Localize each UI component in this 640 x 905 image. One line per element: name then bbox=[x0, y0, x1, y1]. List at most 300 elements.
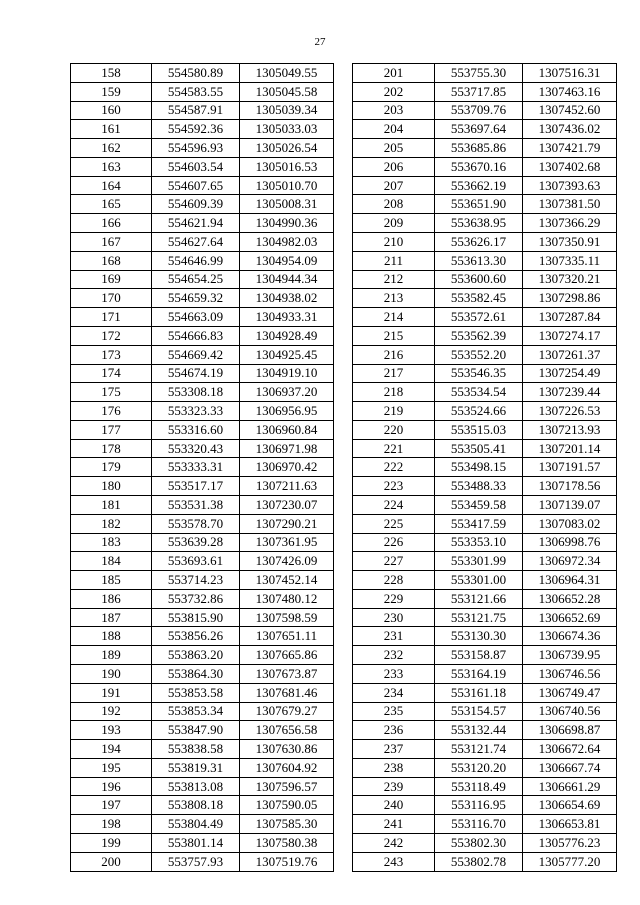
table-row bbox=[353, 758, 617, 777]
point-number-cell: 163 bbox=[71, 157, 152, 176]
x-coordinate-cell: 554674.19 bbox=[152, 364, 240, 383]
y-coordinate-cell: 1305010.70 bbox=[240, 176, 334, 195]
y-coordinate-cell: 1307596.57 bbox=[240, 777, 334, 796]
point-number-cell: 227 bbox=[353, 552, 435, 571]
point-number-cell: 199 bbox=[71, 834, 152, 853]
x-coordinate-cell: 553161.18 bbox=[435, 683, 523, 702]
table-row bbox=[71, 176, 334, 195]
table-row bbox=[353, 289, 617, 308]
y-coordinate-cell: 1307463.16 bbox=[523, 82, 617, 101]
point-number-cell: 224 bbox=[353, 495, 435, 514]
point-number-cell: 193 bbox=[71, 721, 152, 740]
point-number-cell: 211 bbox=[353, 251, 435, 270]
table-row bbox=[71, 758, 334, 777]
y-coordinate-cell: 1307452.60 bbox=[523, 101, 617, 120]
y-coordinate-cell: 1307585.30 bbox=[240, 815, 334, 834]
y-coordinate-cell: 1307480.12 bbox=[240, 589, 334, 608]
table-row bbox=[353, 157, 617, 176]
x-coordinate-cell: 553130.30 bbox=[435, 627, 523, 646]
y-coordinate-cell: 1307452.14 bbox=[240, 571, 334, 590]
y-coordinate-cell: 1307287.84 bbox=[523, 308, 617, 327]
point-number-cell: 189 bbox=[71, 646, 152, 665]
x-coordinate-cell: 553662.19 bbox=[435, 176, 523, 195]
table-row bbox=[353, 214, 617, 233]
table-row bbox=[71, 345, 334, 364]
point-number-cell: 200 bbox=[71, 852, 152, 871]
point-number-cell: 243 bbox=[353, 852, 435, 871]
x-coordinate-cell: 553121.74 bbox=[435, 740, 523, 759]
y-coordinate-cell: 1307139.07 bbox=[523, 495, 617, 514]
point-number-cell: 222 bbox=[353, 458, 435, 477]
table-row bbox=[353, 420, 617, 439]
table-row bbox=[71, 477, 334, 496]
y-coordinate-cell: 1307191.57 bbox=[523, 458, 617, 477]
table-row bbox=[353, 345, 617, 364]
point-number-cell: 164 bbox=[71, 176, 152, 195]
y-coordinate-cell: 1306749.47 bbox=[523, 683, 617, 702]
point-number-cell: 203 bbox=[353, 101, 435, 120]
table-row bbox=[353, 495, 617, 514]
table-row bbox=[353, 477, 617, 496]
point-number-cell: 233 bbox=[353, 665, 435, 684]
table-row bbox=[71, 740, 334, 759]
x-coordinate-cell: 553116.95 bbox=[435, 796, 523, 815]
x-coordinate-cell: 553651.90 bbox=[435, 195, 523, 214]
table-row bbox=[353, 176, 617, 195]
table-row bbox=[71, 214, 334, 233]
point-number-cell: 177 bbox=[71, 420, 152, 439]
y-coordinate-cell: 1307598.59 bbox=[240, 608, 334, 627]
point-number-cell: 166 bbox=[71, 214, 152, 233]
table-row bbox=[71, 308, 334, 327]
point-number-cell: 201 bbox=[353, 64, 435, 83]
y-coordinate-cell: 1307673.87 bbox=[240, 665, 334, 684]
point-number-cell: 219 bbox=[353, 402, 435, 421]
table-row bbox=[71, 82, 334, 101]
x-coordinate-cell: 553488.33 bbox=[435, 477, 523, 496]
y-coordinate-cell: 1306674.36 bbox=[523, 627, 617, 646]
table-row bbox=[353, 608, 617, 627]
point-number-cell: 202 bbox=[353, 82, 435, 101]
point-number-cell: 240 bbox=[353, 796, 435, 815]
x-coordinate-cell: 553755.30 bbox=[435, 64, 523, 83]
x-coordinate-cell: 553459.58 bbox=[435, 495, 523, 514]
x-coordinate-cell: 553685.86 bbox=[435, 139, 523, 158]
x-coordinate-cell: 553732.86 bbox=[152, 589, 240, 608]
point-number-cell: 175 bbox=[71, 383, 152, 402]
x-coordinate-cell: 553562.39 bbox=[435, 326, 523, 345]
x-coordinate-cell: 553546.35 bbox=[435, 364, 523, 383]
y-coordinate-cell: 1306652.28 bbox=[523, 589, 617, 608]
y-coordinate-cell: 1304982.03 bbox=[240, 233, 334, 252]
x-coordinate-cell: 553301.00 bbox=[435, 571, 523, 590]
y-coordinate-cell: 1307350.91 bbox=[523, 233, 617, 252]
table-row bbox=[71, 834, 334, 853]
x-coordinate-cell: 553670.16 bbox=[435, 157, 523, 176]
y-coordinate-cell: 1306653.81 bbox=[523, 815, 617, 834]
x-coordinate-cell: 553552.20 bbox=[435, 345, 523, 364]
y-coordinate-cell: 1305045.58 bbox=[240, 82, 334, 101]
y-coordinate-cell: 1304990.36 bbox=[240, 214, 334, 233]
x-coordinate-cell: 553578.70 bbox=[152, 514, 240, 533]
table-row bbox=[71, 721, 334, 740]
y-coordinate-cell: 1305033.03 bbox=[240, 120, 334, 139]
point-number-cell: 217 bbox=[353, 364, 435, 383]
x-coordinate-cell: 554592.36 bbox=[152, 120, 240, 139]
point-number-cell: 209 bbox=[353, 214, 435, 233]
table-row bbox=[353, 233, 617, 252]
table-row bbox=[71, 702, 334, 721]
table-row bbox=[353, 777, 617, 796]
x-coordinate-cell: 554583.55 bbox=[152, 82, 240, 101]
y-coordinate-cell: 1305049.55 bbox=[240, 64, 334, 83]
x-coordinate-cell: 554666.83 bbox=[152, 326, 240, 345]
y-coordinate-cell: 1304928.49 bbox=[240, 326, 334, 345]
y-coordinate-cell: 1307320.21 bbox=[523, 270, 617, 289]
table-row bbox=[71, 270, 334, 289]
coordinates-table-left bbox=[70, 63, 334, 872]
x-coordinate-cell: 553118.49 bbox=[435, 777, 523, 796]
table-row bbox=[71, 627, 334, 646]
table-row bbox=[353, 571, 617, 590]
point-number-cell: 183 bbox=[71, 533, 152, 552]
y-coordinate-cell: 1307361.95 bbox=[240, 533, 334, 552]
point-number-cell: 190 bbox=[71, 665, 152, 684]
x-coordinate-cell: 553582.45 bbox=[435, 289, 523, 308]
x-coordinate-cell: 553717.85 bbox=[435, 82, 523, 101]
table-row bbox=[353, 552, 617, 571]
x-coordinate-cell: 553333.31 bbox=[152, 458, 240, 477]
point-number-cell: 232 bbox=[353, 646, 435, 665]
table-row bbox=[353, 627, 617, 646]
x-coordinate-cell: 554609.39 bbox=[152, 195, 240, 214]
y-coordinate-cell: 1307211.63 bbox=[240, 477, 334, 496]
point-number-cell: 225 bbox=[353, 514, 435, 533]
point-number-cell: 216 bbox=[353, 345, 435, 364]
y-coordinate-cell: 1306937.20 bbox=[240, 383, 334, 402]
point-number-cell: 207 bbox=[353, 176, 435, 195]
point-number-cell: 223 bbox=[353, 477, 435, 496]
table-row bbox=[353, 439, 617, 458]
y-coordinate-cell: 1306740.56 bbox=[523, 702, 617, 721]
point-number-cell: 174 bbox=[71, 364, 152, 383]
coordinates-table-right-body bbox=[353, 64, 617, 872]
y-coordinate-cell: 1307436.02 bbox=[523, 120, 617, 139]
table-row bbox=[71, 120, 334, 139]
point-number-cell: 218 bbox=[353, 383, 435, 402]
y-coordinate-cell: 1305776.23 bbox=[523, 834, 617, 853]
y-coordinate-cell: 1307366.29 bbox=[523, 214, 617, 233]
point-number-cell: 165 bbox=[71, 195, 152, 214]
x-coordinate-cell: 553863.20 bbox=[152, 646, 240, 665]
table-row bbox=[353, 402, 617, 421]
table-row bbox=[71, 326, 334, 345]
y-coordinate-cell: 1307239.44 bbox=[523, 383, 617, 402]
table-row bbox=[71, 852, 334, 871]
x-coordinate-cell: 554669.42 bbox=[152, 345, 240, 364]
x-coordinate-cell: 553132.44 bbox=[435, 721, 523, 740]
x-coordinate-cell: 553121.66 bbox=[435, 589, 523, 608]
table-row bbox=[353, 665, 617, 684]
point-number-cell: 229 bbox=[353, 589, 435, 608]
point-number-cell: 195 bbox=[71, 758, 152, 777]
x-coordinate-cell: 553320.43 bbox=[152, 439, 240, 458]
x-coordinate-cell: 554607.65 bbox=[152, 176, 240, 195]
x-coordinate-cell: 553853.34 bbox=[152, 702, 240, 721]
table-row bbox=[353, 533, 617, 552]
x-coordinate-cell: 553308.18 bbox=[152, 383, 240, 402]
y-coordinate-cell: 1304925.45 bbox=[240, 345, 334, 364]
table-row bbox=[353, 270, 617, 289]
table-row bbox=[353, 740, 617, 759]
point-number-cell: 230 bbox=[353, 608, 435, 627]
y-coordinate-cell: 1304944.34 bbox=[240, 270, 334, 289]
y-coordinate-cell: 1307665.86 bbox=[240, 646, 334, 665]
x-coordinate-cell: 553847.90 bbox=[152, 721, 240, 740]
y-coordinate-cell: 1307426.09 bbox=[240, 552, 334, 571]
point-number-cell: 235 bbox=[353, 702, 435, 721]
x-coordinate-cell: 553164.19 bbox=[435, 665, 523, 684]
y-coordinate-cell: 1307213.93 bbox=[523, 420, 617, 439]
x-coordinate-cell: 553802.78 bbox=[435, 852, 523, 871]
y-coordinate-cell: 1307630.86 bbox=[240, 740, 334, 759]
point-number-cell: 196 bbox=[71, 777, 152, 796]
y-coordinate-cell: 1307178.56 bbox=[523, 477, 617, 496]
x-coordinate-cell: 554587.91 bbox=[152, 101, 240, 120]
table-row bbox=[71, 251, 334, 270]
y-coordinate-cell: 1307261.37 bbox=[523, 345, 617, 364]
y-coordinate-cell: 1307516.31 bbox=[523, 64, 617, 83]
page-number: 27 bbox=[314, 36, 326, 48]
point-number-cell: 226 bbox=[353, 533, 435, 552]
point-number-cell: 180 bbox=[71, 477, 152, 496]
point-number-cell: 172 bbox=[71, 326, 152, 345]
x-coordinate-cell: 553697.64 bbox=[435, 120, 523, 139]
table-row bbox=[71, 796, 334, 815]
x-coordinate-cell: 553856.26 bbox=[152, 627, 240, 646]
x-coordinate-cell: 553515.03 bbox=[435, 420, 523, 439]
point-number-cell: 167 bbox=[71, 233, 152, 252]
x-coordinate-cell: 553323.33 bbox=[152, 402, 240, 421]
x-coordinate-cell: 553505.41 bbox=[435, 439, 523, 458]
table-row bbox=[353, 101, 617, 120]
x-coordinate-cell: 553626.17 bbox=[435, 233, 523, 252]
point-number-cell: 161 bbox=[71, 120, 152, 139]
y-coordinate-cell: 1306667.74 bbox=[523, 758, 617, 777]
point-number-cell: 186 bbox=[71, 589, 152, 608]
point-number-cell: 213 bbox=[353, 289, 435, 308]
y-coordinate-cell: 1307604.92 bbox=[240, 758, 334, 777]
point-number-cell: 160 bbox=[71, 101, 152, 120]
x-coordinate-cell: 553802.30 bbox=[435, 834, 523, 853]
x-coordinate-cell: 553154.57 bbox=[435, 702, 523, 721]
y-coordinate-cell: 1306956.95 bbox=[240, 402, 334, 421]
x-coordinate-cell: 553158.87 bbox=[435, 646, 523, 665]
y-coordinate-cell: 1306960.84 bbox=[240, 420, 334, 439]
point-number-cell: 198 bbox=[71, 815, 152, 834]
x-coordinate-cell: 553638.95 bbox=[435, 214, 523, 233]
x-coordinate-cell: 553301.99 bbox=[435, 552, 523, 571]
x-coordinate-cell: 553498.15 bbox=[435, 458, 523, 477]
point-number-cell: 173 bbox=[71, 345, 152, 364]
x-coordinate-cell: 554646.99 bbox=[152, 251, 240, 270]
table-row bbox=[71, 665, 334, 684]
x-coordinate-cell: 553801.14 bbox=[152, 834, 240, 853]
y-coordinate-cell: 1306746.56 bbox=[523, 665, 617, 684]
point-number-cell: 194 bbox=[71, 740, 152, 759]
point-number-cell: 179 bbox=[71, 458, 152, 477]
table-row bbox=[353, 120, 617, 139]
x-coordinate-cell: 553572.61 bbox=[435, 308, 523, 327]
x-coordinate-cell: 553864.30 bbox=[152, 665, 240, 684]
table-row bbox=[71, 64, 334, 83]
point-number-cell: 188 bbox=[71, 627, 152, 646]
table-row bbox=[353, 514, 617, 533]
table-row bbox=[71, 101, 334, 120]
point-number-cell: 242 bbox=[353, 834, 435, 853]
x-coordinate-cell: 553417.59 bbox=[435, 514, 523, 533]
table-row bbox=[71, 195, 334, 214]
point-number-cell: 241 bbox=[353, 815, 435, 834]
y-coordinate-cell: 1307083.02 bbox=[523, 514, 617, 533]
table-row bbox=[353, 796, 617, 815]
y-coordinate-cell: 1307381.50 bbox=[523, 195, 617, 214]
y-coordinate-cell: 1307230.07 bbox=[240, 495, 334, 514]
x-coordinate-cell: 553353.10 bbox=[435, 533, 523, 552]
point-number-cell: 220 bbox=[353, 420, 435, 439]
y-coordinate-cell: 1307681.46 bbox=[240, 683, 334, 702]
table-row bbox=[71, 439, 334, 458]
y-coordinate-cell: 1307580.38 bbox=[240, 834, 334, 853]
table-row bbox=[353, 702, 617, 721]
y-coordinate-cell: 1305777.20 bbox=[523, 852, 617, 871]
point-number-cell: 171 bbox=[71, 308, 152, 327]
table-row bbox=[353, 364, 617, 383]
point-number-cell: 162 bbox=[71, 139, 152, 158]
table-row bbox=[71, 552, 334, 571]
table-row bbox=[71, 495, 334, 514]
table-row bbox=[71, 646, 334, 665]
table-row bbox=[71, 139, 334, 158]
table-row bbox=[71, 289, 334, 308]
y-coordinate-cell: 1307679.27 bbox=[240, 702, 334, 721]
x-coordinate-cell: 553639.28 bbox=[152, 533, 240, 552]
y-coordinate-cell: 1307201.14 bbox=[523, 439, 617, 458]
y-coordinate-cell: 1307274.17 bbox=[523, 326, 617, 345]
y-coordinate-cell: 1305016.53 bbox=[240, 157, 334, 176]
x-coordinate-cell: 554603.54 bbox=[152, 157, 240, 176]
x-coordinate-cell: 553819.31 bbox=[152, 758, 240, 777]
y-coordinate-cell: 1306964.31 bbox=[523, 571, 617, 590]
y-coordinate-cell: 1307656.58 bbox=[240, 721, 334, 740]
table-row bbox=[353, 834, 617, 853]
point-number-cell: 187 bbox=[71, 608, 152, 627]
x-coordinate-cell: 553808.18 bbox=[152, 796, 240, 815]
point-number-cell: 208 bbox=[353, 195, 435, 214]
y-coordinate-cell: 1306652.69 bbox=[523, 608, 617, 627]
y-coordinate-cell: 1307393.63 bbox=[523, 176, 617, 195]
y-coordinate-cell: 1304938.02 bbox=[240, 289, 334, 308]
table-row bbox=[71, 815, 334, 834]
point-number-cell: 197 bbox=[71, 796, 152, 815]
x-coordinate-cell: 553813.08 bbox=[152, 777, 240, 796]
y-coordinate-cell: 1306698.87 bbox=[523, 721, 617, 740]
point-number-cell: 221 bbox=[353, 439, 435, 458]
x-coordinate-cell: 554596.93 bbox=[152, 139, 240, 158]
table-row bbox=[353, 64, 617, 83]
table-row bbox=[71, 402, 334, 421]
coordinates-table-right bbox=[352, 63, 617, 872]
table-row bbox=[71, 533, 334, 552]
x-coordinate-cell: 554621.94 bbox=[152, 214, 240, 233]
y-coordinate-cell: 1307290.21 bbox=[240, 514, 334, 533]
x-coordinate-cell: 554627.64 bbox=[152, 233, 240, 252]
table-row bbox=[353, 383, 617, 402]
y-coordinate-cell: 1306971.98 bbox=[240, 439, 334, 458]
y-coordinate-cell: 1306972.34 bbox=[523, 552, 617, 571]
point-number-cell: 234 bbox=[353, 683, 435, 702]
table-row bbox=[353, 815, 617, 834]
x-coordinate-cell: 553613.30 bbox=[435, 251, 523, 270]
point-number-cell: 191 bbox=[71, 683, 152, 702]
x-coordinate-cell: 553709.76 bbox=[435, 101, 523, 120]
x-coordinate-cell: 553517.17 bbox=[152, 477, 240, 496]
point-number-cell: 238 bbox=[353, 758, 435, 777]
table-row bbox=[71, 157, 334, 176]
table-row bbox=[71, 364, 334, 383]
point-number-cell: 204 bbox=[353, 120, 435, 139]
y-coordinate-cell: 1305039.34 bbox=[240, 101, 334, 120]
table-row bbox=[353, 308, 617, 327]
point-number-cell: 178 bbox=[71, 439, 152, 458]
point-number-cell: 185 bbox=[71, 571, 152, 590]
point-number-cell: 181 bbox=[71, 495, 152, 514]
table-row bbox=[71, 514, 334, 533]
table-row bbox=[71, 458, 334, 477]
x-coordinate-cell: 553838.58 bbox=[152, 740, 240, 759]
y-coordinate-cell: 1307254.49 bbox=[523, 364, 617, 383]
point-number-cell: 182 bbox=[71, 514, 152, 533]
point-number-cell: 206 bbox=[353, 157, 435, 176]
x-coordinate-cell: 553600.60 bbox=[435, 270, 523, 289]
y-coordinate-cell: 1304933.31 bbox=[240, 308, 334, 327]
table-row bbox=[353, 326, 617, 345]
point-number-cell: 239 bbox=[353, 777, 435, 796]
table-row bbox=[353, 458, 617, 477]
point-number-cell: 168 bbox=[71, 251, 152, 270]
coordinates-table-left-body bbox=[71, 64, 334, 872]
y-coordinate-cell: 1304954.09 bbox=[240, 251, 334, 270]
x-coordinate-cell: 554654.25 bbox=[152, 270, 240, 289]
x-coordinate-cell: 554659.32 bbox=[152, 289, 240, 308]
point-number-cell: 158 bbox=[71, 64, 152, 83]
y-coordinate-cell: 1306661.29 bbox=[523, 777, 617, 796]
point-number-cell: 159 bbox=[71, 82, 152, 101]
point-number-cell: 176 bbox=[71, 402, 152, 421]
point-number-cell: 210 bbox=[353, 233, 435, 252]
x-coordinate-cell: 553534.54 bbox=[435, 383, 523, 402]
x-coordinate-cell: 553804.49 bbox=[152, 815, 240, 834]
y-coordinate-cell: 1307335.11 bbox=[523, 251, 617, 270]
x-coordinate-cell: 553714.23 bbox=[152, 571, 240, 590]
y-coordinate-cell: 1307402.68 bbox=[523, 157, 617, 176]
point-number-cell: 184 bbox=[71, 552, 152, 571]
table-row bbox=[71, 420, 334, 439]
table-row bbox=[71, 608, 334, 627]
x-coordinate-cell: 553853.58 bbox=[152, 683, 240, 702]
y-coordinate-cell: 1307651.11 bbox=[240, 627, 334, 646]
table-row bbox=[353, 721, 617, 740]
